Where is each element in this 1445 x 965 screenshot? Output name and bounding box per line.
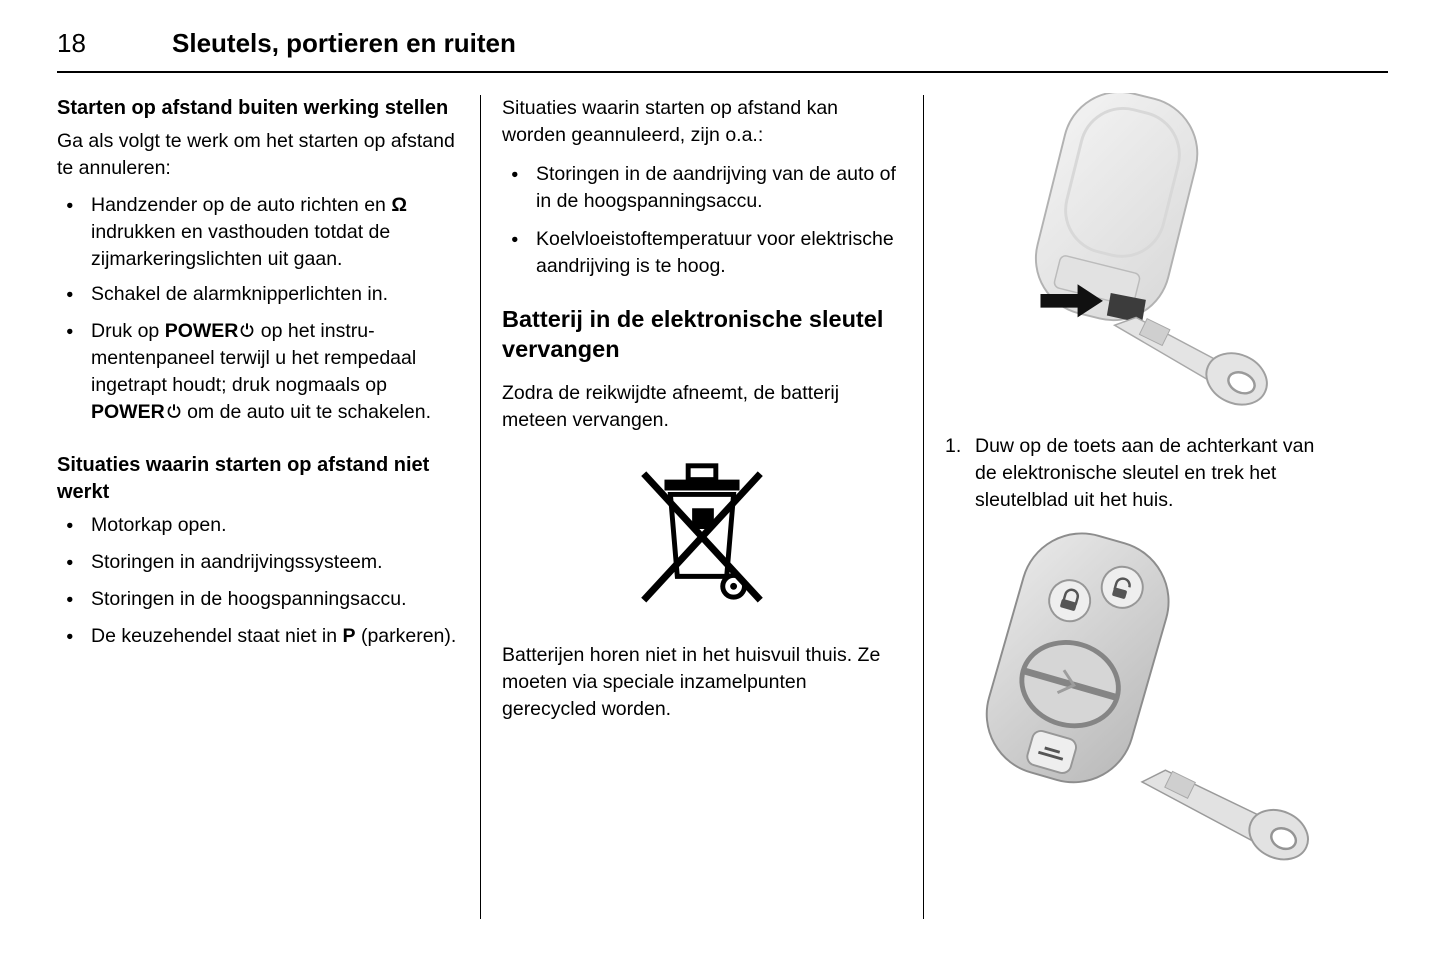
list-item-text	[91, 623, 459, 652]
bullet-icon	[57, 623, 91, 652]
text-segment: Handzender op de auto richten en	[91, 194, 392, 216]
heading-remote-start-not-working: Situaties waarin starten op afstand niet werkt	[57, 454, 430, 503]
column-right	[945, 93, 1337, 931]
power-button-label: POWER	[164, 320, 239, 342]
column-middle	[502, 93, 902, 931]
text-segment: indrukken en vasthouden totdat de zijmarkeringslichten uit gaan.	[91, 221, 391, 270]
step-text: Duw op de toets aan de achterkant van de elektronische sleutel en trek het sleutelblad uit het huis.	[975, 435, 1315, 511]
paragraph-recycle: Batterijen horen niet in het huisvuil thuis. Ze moeten via speciale inzamelpunten gerecycled worden.	[502, 644, 881, 720]
column-divider	[923, 95, 924, 919]
list-item-text: Storingen in de aandrijving van de auto of in de hoogspanningsaccu.	[536, 163, 896, 212]
key-front-illustration	[945, 530, 1337, 870]
column-left	[57, 93, 459, 931]
key-back-illustration	[945, 93, 1337, 423]
page-header	[57, 28, 1388, 73]
bullet-icon	[57, 549, 91, 578]
electronic-key-front-image	[946, 530, 1336, 862]
chapter-title: Sleutels, portieren en ruiten	[172, 28, 516, 58]
list-item	[502, 226, 902, 280]
bullet-icon	[57, 586, 91, 615]
list-item	[57, 549, 459, 578]
weee-symbol-container	[502, 450, 902, 616]
power-button-label: POWER	[91, 401, 165, 423]
heading-deactivate-remote-start: Starten op afstand buiten werking stellen	[57, 97, 449, 119]
list-item-text: Motorkap open.	[91, 514, 227, 536]
column-divider	[480, 95, 481, 919]
remote-start-icon: Ω	[391, 194, 407, 216]
paragraph-replace-battery: Zodra de reikwijdte afneemt, de batterij meteen vervangen.	[502, 382, 840, 431]
electronic-key-rear-image	[946, 93, 1336, 415]
heading-replace-key-battery: Batterij in de elektronische sleutel vervangen	[502, 306, 884, 362]
bullet-icon	[502, 161, 536, 215]
bullet-icon	[57, 318, 91, 426]
bullet-icon	[57, 281, 91, 310]
list-item	[57, 281, 459, 310]
list-item-text	[91, 192, 459, 273]
list-item	[502, 161, 902, 215]
list-item	[57, 586, 459, 615]
text-segment: om de auto uit te schakelen.	[181, 401, 431, 423]
bullet-icon	[57, 512, 91, 541]
content-columns	[57, 93, 1388, 931]
park-position-label: P	[342, 625, 356, 647]
list-item-text	[91, 318, 459, 426]
text-segment: De keuzehendel staat niet in	[91, 625, 343, 647]
list-item-text: Storingen in de hoogspanningsaccu.	[91, 588, 407, 610]
power-icon	[166, 403, 182, 419]
bullet-icon	[502, 226, 536, 280]
list-item	[57, 192, 459, 273]
step-number: 1.	[945, 435, 962, 457]
text-segment: Druk op	[91, 320, 165, 342]
paragraph-cancel-situations: Situaties waarin starten op afstand kan worden geannuleerd, zijn o.a.:	[502, 97, 839, 146]
text-segment: (parkeren).	[355, 625, 457, 647]
list-item-text: Schakel de alarmknipperlichten in.	[91, 283, 388, 305]
page-number: 18	[57, 28, 86, 58]
text-segment: op het instrumentenpaneel terwijl u het rempedaal ingetrapt houdt; druk nogmaals op	[91, 320, 417, 396]
power-icon	[239, 322, 255, 338]
bullet-icon	[57, 192, 91, 273]
paragraph-intro: Ga als volgt te werk om het starten op afstand te annuleren:	[57, 130, 455, 179]
list-item	[57, 318, 459, 426]
numbered-step-1	[945, 433, 1337, 514]
list-item-text: Storingen in aandrijvingssysteem.	[91, 551, 383, 573]
list-item-text: Koelvloeistoftemperatuur voor elektrische aandrijving is te hoog.	[536, 228, 894, 277]
list-item	[57, 512, 459, 541]
list-item	[57, 623, 459, 652]
crossed-out-bin-icon	[626, 450, 778, 608]
